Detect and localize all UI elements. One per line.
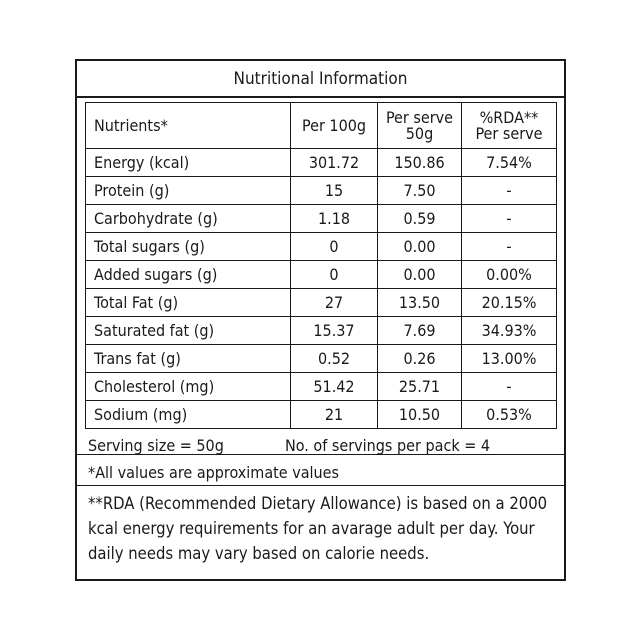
table-row <box>86 205 557 233</box>
nutrient-name: Carbohydrate (g) <box>86 205 291 233</box>
value-per-serve: 0.00 <box>378 233 462 261</box>
value-per-serve: 10.50 <box>378 401 462 429</box>
header-rda-line2: Per serve <box>475 123 543 143</box>
value-per-serve: 7.69 <box>378 317 462 345</box>
panel-title: Nutritional Information <box>77 61 564 98</box>
value-per-serve: 150.86 <box>378 149 462 177</box>
nutrient-name: Saturated fat (g) <box>86 317 291 345</box>
header-rda-line1: %RDA** <box>479 107 539 127</box>
nutrient-name: Protein (g) <box>86 177 291 205</box>
nutrition-panel <box>75 59 566 581</box>
value-per-serve: 0.00 <box>378 261 462 289</box>
value-per-100g: 0 <box>291 261 378 289</box>
value-rda: 0.00% <box>462 261 557 289</box>
value-rda: - <box>462 233 557 261</box>
value-per-100g: 1.18 <box>291 205 378 233</box>
table-row <box>86 373 557 401</box>
nutrient-name: Added sugars (g) <box>86 261 291 289</box>
nutrient-name: Trans fat (g) <box>86 345 291 373</box>
value-rda: - <box>462 205 557 233</box>
approx-note: *All values are approximate values <box>88 462 340 482</box>
nutrient-name: Energy (kcal) <box>86 149 291 177</box>
value-rda: 7.54% <box>462 149 557 177</box>
value-per-serve: 7.50 <box>378 177 462 205</box>
value-rda: 0.53% <box>462 401 557 429</box>
table-row <box>86 149 557 177</box>
serving-size: Serving size = 50g <box>88 436 224 455</box>
table-row <box>86 289 557 317</box>
value-per-100g: 301.72 <box>291 149 378 177</box>
header-per-serve-line1: Per serve <box>385 107 454 127</box>
value-per-100g: 51.42 <box>291 373 378 401</box>
nutrition-table <box>85 102 557 429</box>
servings-per-pack: No. of servings per pack = 4 <box>285 436 491 455</box>
value-per-serve: 0.59 <box>378 205 462 233</box>
value-per-100g: 15.37 <box>291 317 378 345</box>
value-per-serve: 0.26 <box>378 345 462 373</box>
nutrient-name: Total sugars (g) <box>86 233 291 261</box>
header-per-serve <box>378 103 462 149</box>
value-rda: - <box>462 177 557 205</box>
value-per-100g: 21 <box>291 401 378 429</box>
header-per-100g: Per 100g <box>291 103 378 149</box>
value-rda: 13.00% <box>462 345 557 373</box>
value-per-serve: 25.71 <box>378 373 462 401</box>
value-per-100g: 15 <box>291 177 378 205</box>
value-per-100g: 0 <box>291 233 378 261</box>
divider <box>77 485 564 486</box>
value-rda: 20.15% <box>462 289 557 317</box>
table-row <box>86 261 557 289</box>
value-rda: - <box>462 373 557 401</box>
nutrient-name: Total Fat (g) <box>86 289 291 317</box>
rda-note: **RDA (Recommended Dietary Allowance) is based on a 2000 kcal energy requirements for an avarage adult per day. Your daily needs may vary based on calorie needs. <box>88 494 548 563</box>
value-per-serve: 13.50 <box>378 289 462 317</box>
table-header-row <box>86 103 557 149</box>
value-per-100g: 0.52 <box>291 345 378 373</box>
header-per-serve-line2: 50g <box>405 123 434 143</box>
nutrient-name: Sodium (mg) <box>86 401 291 429</box>
header-rda <box>462 103 557 149</box>
divider <box>77 454 564 455</box>
table-row <box>86 317 557 345</box>
nutrient-name: Cholesterol (mg) <box>86 373 291 401</box>
table-row <box>86 345 557 373</box>
table-row <box>86 177 557 205</box>
table-row <box>86 401 557 429</box>
table-row <box>86 233 557 261</box>
header-nutrients: Nutrients* <box>86 103 291 149</box>
value-rda: 34.93% <box>462 317 557 345</box>
value-per-100g: 27 <box>291 289 378 317</box>
